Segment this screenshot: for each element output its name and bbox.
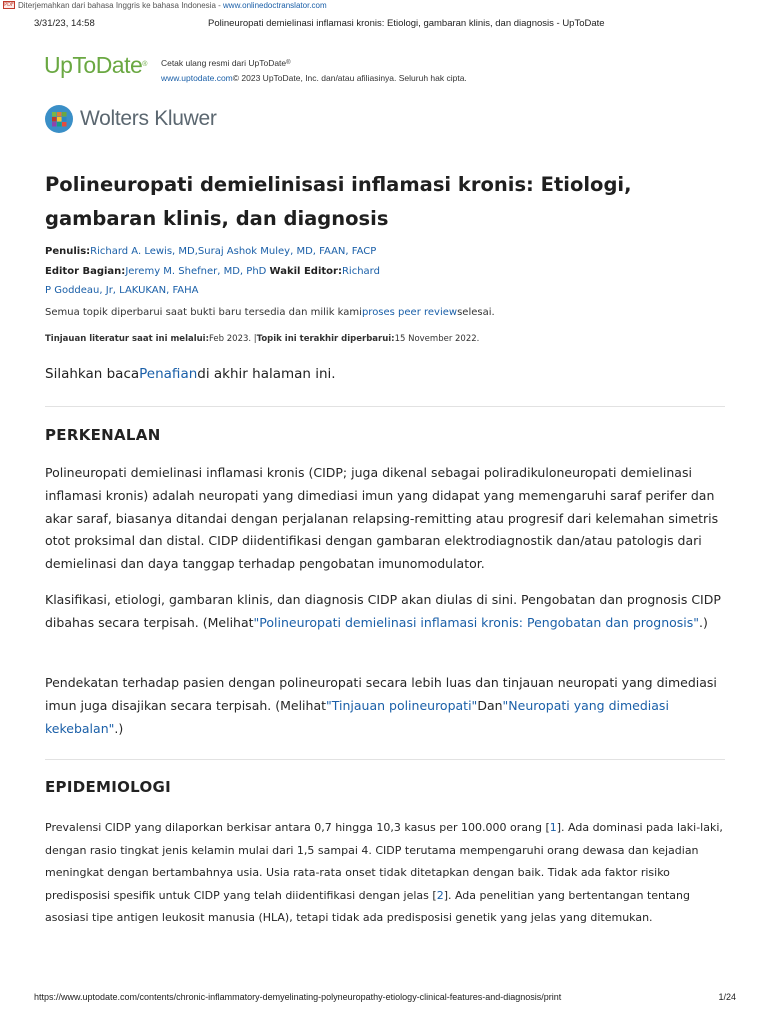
uptodate-logo-text: UpToDate	[44, 52, 143, 78]
copyright-text: © 2023 UpToDate, Inc. dan/atau afiliasinya. Seluruh hak cipta.	[232, 73, 467, 83]
registered-mark-icon: ®	[142, 61, 147, 68]
immune-neuropathy-link[interactable]: "Neuropati yang dimediasi kekebalan"	[45, 697, 669, 736]
disclaimer-pre: Silahkan baca	[45, 366, 140, 382]
reference-1-link[interactable]: 1	[549, 821, 557, 834]
pdf-icon: PDF	[4, 2, 14, 8]
polyneuropathy-overview-link[interactable]: "Tinjauan polineuropati"	[326, 697, 478, 713]
uptodate-brand	[44, 52, 467, 86]
reprint-mark: ®	[286, 60, 291, 66]
section-divider	[45, 759, 725, 760]
intro-p3-pre: Pendekatan terhadap pasien dengan polineuropati secara lebih luas dan tinjauan neuropati yang dimediasi imun juga disajikan secara terpisah. (Melihat	[45, 675, 717, 713]
authors-block	[45, 242, 725, 301]
dates-separator: |	[253, 334, 257, 344]
translator-text	[18, 1, 327, 10]
last-updated-date: 15 November 2022.	[394, 334, 480, 344]
intro-heading: PERKENALAN	[45, 426, 161, 444]
authors-link[interactable]: Richard A. Lewis, MD,Suraj Ashok Muley, MD, FAAN, FACP	[90, 246, 377, 257]
epidemiology-paragraph	[45, 817, 725, 930]
deputy-editor-link[interactable]: Richard P Goddeau, Jr, LAKUKAN, FAHA	[45, 265, 380, 296]
disclaimer-post: di akhir halaman ini.	[197, 366, 336, 382]
intro-p3-mid: Dan	[477, 697, 503, 713]
print-page-title: Polineuropati demielinasi inflamasi kronis: Etiologi, gambaran klinis, dan diagnosis - UpToDate	[208, 18, 605, 29]
uptodate-logo[interactable]	[44, 52, 147, 78]
intro-p2-pre: Klasifikasi, etiologi, gambaran klinis, dan diagnosis CIDP akan diulas di sini. Pengobatan dan prognosis CIDP dibahas secara terpisah. (Melihat	[45, 592, 721, 630]
lit-review-date: Feb 2023.	[209, 334, 252, 344]
treatment-prognosis-link[interactable]: "Polineuropati demielinasi inflamasi kronis: Pengobatan dan prognosis"	[253, 614, 700, 630]
reference-2-link[interactable]: 2	[436, 888, 444, 902]
page-number: 1/24	[718, 992, 736, 1002]
translator-site[interactable]: www.onlinedoctranslator.com	[223, 0, 327, 10]
intro-p3-post: .)	[114, 720, 124, 736]
wolters-kluwer-text: Wolters Kluwer	[80, 107, 217, 130]
article-title: Polineuropati demielinisasi inflamasi kronis: Etiologi, gambaran klinis, dan diagnosis	[45, 173, 632, 230]
epi-text-b: ]. Ada dominasi pada laki-laki, dengan rasio tingkat jenis kelamin mulai dari 1,5 sampai 4. CIDP terutama mempengaruhi orang dewasa dan kejadian meningkat dengan bertambahnya usia. Usia rata-rata onset tidak ditetapkan dengan baik. Tidak ada faktor risiko predisposisi spesifik untuk CIDP yang telah diidentifikasi dengan jelas [	[45, 821, 723, 902]
intro-p2-post: .)	[699, 614, 708, 630]
peer-review-note	[45, 307, 495, 318]
section-divider	[45, 406, 725, 407]
reprint-notice	[161, 56, 467, 86]
translator-banner[interactable]	[0, 0, 327, 10]
epi-text-c: ]. Ada penelitian yang bertentangan tentang asosiasi tipe antigen leukosit manusia (HLA), tetapi tidak ada predisposisi genetik yang jelas yang ditemukan.	[45, 888, 691, 925]
intro-paragraph-3	[45, 672, 725, 740]
lit-review-label: Tinjauan literatur saat ini melalui:	[45, 334, 209, 344]
print-datetime: 3/31/23, 14:58	[34, 18, 95, 29]
page-url: https://www.uptodate.com/contents/chronic-inflammatory-demyelinating-polyneuropathy-etiology-clinical-features-and-diagnosis/print	[34, 992, 562, 1002]
section-editor-label: Editor Bagian:	[45, 265, 126, 277]
wolters-kluwer-mark-icon	[44, 104, 74, 134]
uptodate-site-link[interactable]: www.uptodate.com	[160, 73, 233, 83]
epidemiology-heading: EPIDEMIOLOGI	[45, 778, 172, 796]
literature-dates	[45, 334, 479, 344]
epi-text-a: Prevalensi CIDP yang dilaporkan berkisar antara 0,7 hingga 10,3 kasus per 100.000 orang [	[45, 821, 550, 834]
intro-paragraph-2	[45, 589, 725, 635]
peer-review-pre: Semua topik diperbarui saat bukti baru tersedia dan milik kami	[45, 307, 362, 318]
section-editor-link[interactable]: Jeremy M. Shefner, MD, PhD	[125, 265, 267, 277]
reprint-line: Cetak ulang resmi dari UpToDate	[160, 58, 287, 68]
last-updated-label: Topik ini terakhir diperbarui:	[256, 334, 395, 344]
peer-review-post: selesai.	[457, 307, 495, 318]
disclaimer-note	[45, 366, 336, 382]
disclaimer-link[interactable]: Penafian	[139, 366, 198, 382]
translator-label: Diterjemahkan dari bahasa Inggris ke bahasa Indonesia -	[18, 0, 224, 10]
wolters-kluwer-logo	[44, 104, 217, 134]
authors-label: Penulis:	[45, 246, 91, 257]
intro-paragraph-1: Polineuropati demielinasi inflamasi kronis (CIDP; juga dikenal sebagai poliradikuloneuropati demielinasi inflamasi kronis) adalah neuropati yang dimediasi imun yang didapat yang memengaruhi saraf perifer dan akar saraf, biasanya ditandai dengan perjalanan relapsing-remitting atau progresif dari kelemahan simetris otot proksimal dan distal. CIDP diidentifikasi dengan gambaran elektrodiagnostik dan/atau patologis dari demielinasi dan daya tanggap terhadap pengobatan imunomodulator.	[45, 465, 719, 572]
peer-review-link[interactable]: proses peer review	[361, 307, 458, 318]
deputy-editor-label: Wakil Editor:	[269, 265, 342, 277]
